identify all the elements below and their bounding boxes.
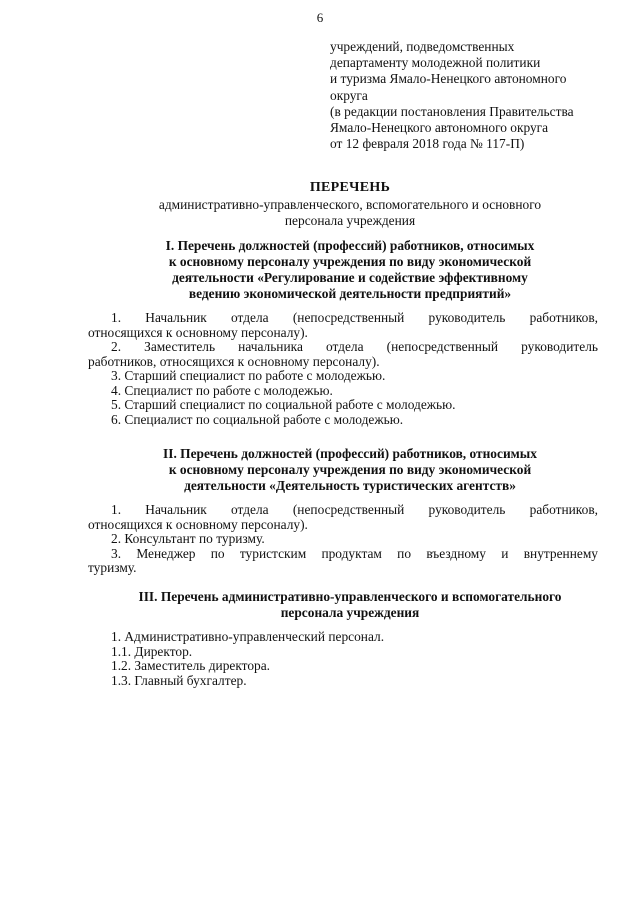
heading-line: персонала учреждения — [280, 605, 420, 620]
heading-line: деятельности «Деятельность туристических агентств» — [184, 478, 516, 493]
list-item: 1.3. Главный бухгалтер. — [111, 672, 247, 688]
header-line: учреждений, подведомственных — [330, 39, 515, 54]
section-3-list — [111, 630, 511, 688]
heading-line: III. Перечень административно-управленческого и вспомогательного — [138, 589, 562, 604]
heading-line: I. Перечень должностей (профессий) работников, относимых — [165, 238, 535, 253]
section-3-heading — [60, 589, 640, 621]
section-1-list — [88, 311, 598, 427]
item-text: туризму. — [88, 560, 137, 575]
item-text: 1. Начальник отдела (непосредственный руководитель работников, — [111, 502, 598, 517]
heading-line: к основному персоналу учреждения по виду экономической — [168, 254, 532, 269]
list-item — [88, 547, 598, 576]
heading-line: ведению экономической деятельности предприятий» — [188, 286, 512, 301]
list-item: 3. Старший специалист по работе с молодежью. — [111, 368, 386, 383]
item-text: 2. Заместитель начальника отдела (непосредственный руководитель — [111, 339, 598, 354]
title-main: ПЕРЕЧЕНЬ — [309, 180, 391, 195]
header-line: от 12 февраля 2018 года № 117-П) — [330, 136, 525, 152]
document-title — [60, 180, 640, 229]
heading-line: деятельности «Регулирование и содействие эффективному — [172, 270, 528, 285]
item-text: 3. Менеджер по туристским продуктам по въездному и внутреннему — [111, 545, 598, 561]
item-text: 1. Начальник отдела (непосредственный руководитель работников, — [111, 310, 598, 325]
item-text: относящихся к основному персоналу). — [88, 516, 308, 532]
header-line: Ямало-Ненецкого автономного округа — [330, 120, 549, 136]
list-item — [88, 340, 598, 369]
heading-line: II. Перечень должностей (профессий) работников, относимых — [163, 446, 537, 461]
list-item — [88, 503, 598, 532]
section-1-heading — [60, 238, 640, 302]
page-number: 6 — [316, 10, 324, 25]
list-item: 6. Специалист по социальной работе с молодежью. — [111, 411, 404, 427]
heading-line: к основному персоналу учреждения по виду экономической — [168, 462, 532, 477]
list-item: 2. Консультант по туризму. — [111, 531, 265, 546]
item-text: работников, относящихся к основному персоналу). — [88, 353, 380, 369]
list-item: 4. Специалист по работе с молодежью. — [111, 382, 333, 398]
approval-header — [330, 39, 630, 152]
title-sub: административно-управленческого, вспомогательного и основного — [158, 197, 542, 212]
item-text: относящихся к основному персоналу). — [88, 324, 308, 340]
list-item — [88, 311, 598, 340]
header-line: (в редакции постановления Правительства — [330, 103, 574, 119]
section-2-heading — [60, 446, 640, 494]
header-line: округа — [330, 87, 368, 103]
list-item: 5. Старший специалист по социальной работе с молодежью. — [111, 397, 456, 412]
header-line: департаменту молодежной политики — [330, 55, 541, 71]
section-2-list — [88, 503, 598, 576]
list-item: 1.1. Директор. — [111, 643, 193, 659]
header-line: и туризма Ямало-Ненецкого автономного — [330, 71, 567, 87]
list-item: 1. Административно-управленческий персонал. — [111, 629, 385, 644]
list-item: 1.2. Заместитель директора. — [111, 658, 271, 673]
title-sub: персонала учреждения — [284, 213, 416, 228]
